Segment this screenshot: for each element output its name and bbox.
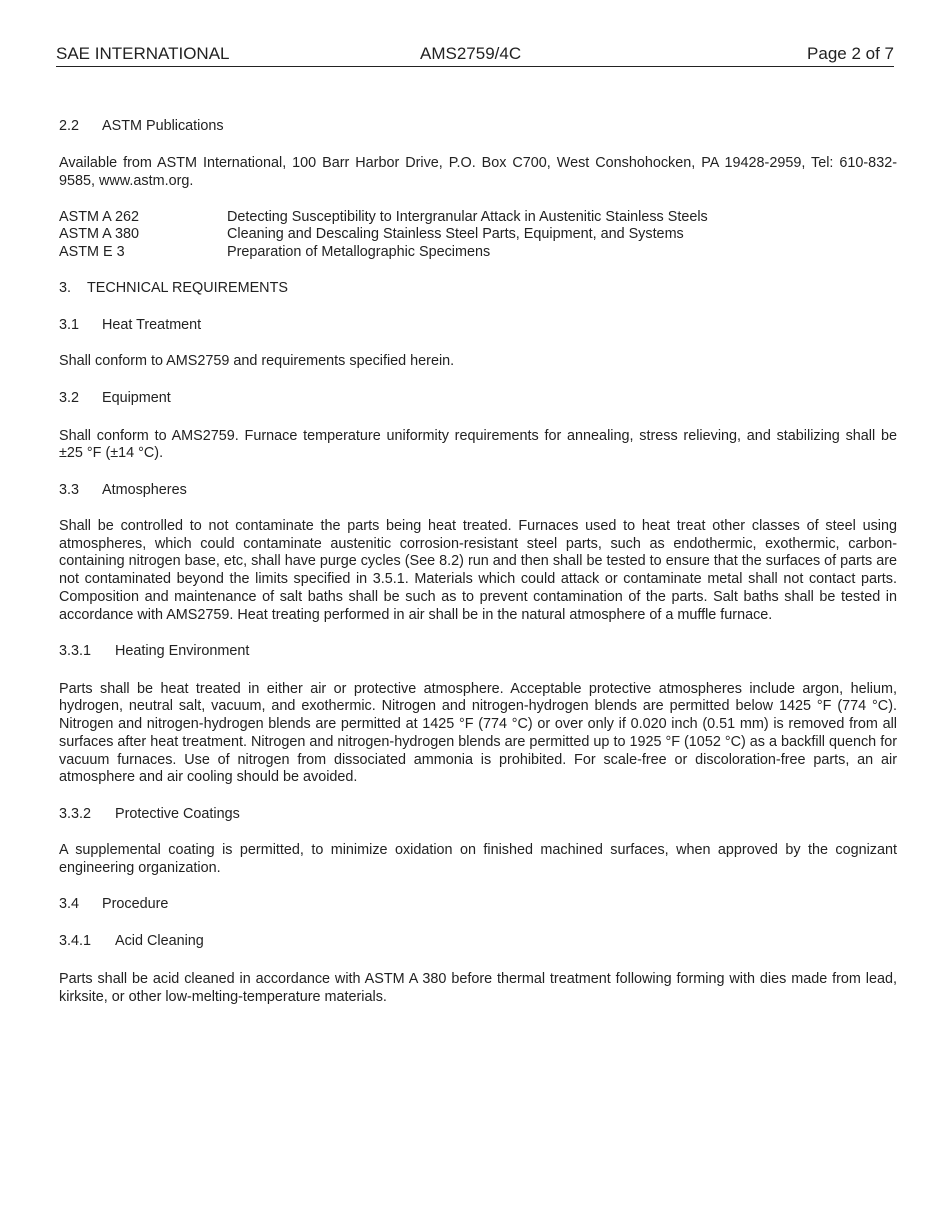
section-3-4-1-body: Parts shall be acid cleaned in accordance with ASTM A 380 before thermal treatment following forming with dies made from lead, kirksite, or other low-melting-temperature materials. <box>59 970 897 1005</box>
document-body <box>59 118 897 1006</box>
section-3-1-body: Shall conform to AMS2759 and requirements specified herein. <box>59 353 455 370</box>
section-heading-3-2 <box>59 390 897 408</box>
section-title: Protective Coatings <box>115 805 240 822</box>
reference-code: ASTM A 380 <box>59 226 139 243</box>
section-3-3-2-body: A supplemental coating is permitted, to minimize oxidation on finished machined surfaces, when approved by the cognizant engineering organization. <box>59 842 897 877</box>
section-3-3-1-body: Parts shall be heat treated in either air or protective atmosphere. Acceptable protective atmospheres include argon, helium, hydrogen, neutral salt, vacuum, and exothermic. Nitrogen and nitrogen-hydrogen blends are permitted below 1425 °F (774 °C). Nitrogen and nitrogen-hydrogen blends are permitted at 1425 °F (774 °C) or over only if 0.020 inch (0.51 mm) is removed from all surfaces after heat treatment. Nitrogen and nitrogen-hydrogen blends are permitted up to 1925 °F (1052 °C) as a backfill quench for vacuum furnaces. Use of nitrogen from dissociated ammonia is prohibited. For scale-free or discoloration-free parts, an air atmosphere and air cooling should be avoided. <box>59 680 897 786</box>
header-document-number: AMS2759/4C <box>420 44 522 63</box>
section-heading-3-4-1 <box>59 933 897 951</box>
section-number: 3.2 <box>59 389 80 406</box>
section-heading-2-2 <box>59 118 897 136</box>
reference-list <box>59 209 897 262</box>
page-header <box>56 44 894 67</box>
reference-row <box>59 226 897 244</box>
reference-code: ASTM E 3 <box>59 243 125 260</box>
section-title: Equipment <box>102 389 171 406</box>
reference-title: Cleaning and Descaling Stainless Steel Parts, Equipment, and Systems <box>227 226 684 243</box>
section-3-2-body: Shall conform to AMS2759. Furnace temperature uniformity requirements for annealing, stress relieving, and stabilizing shall be ±25 °F (±14 °C). <box>59 427 897 462</box>
section-title: Heating Environment <box>115 642 250 659</box>
section-2-2-body: Available from ASTM International, 100 Barr Harbor Drive, P.O. Box C700, West Conshohocken, PA 19428-2959, Tel: 610-832-9585, www.astm.org. <box>59 155 897 189</box>
section-number: 3.3.2 <box>59 805 92 822</box>
section-heading-3-3 <box>59 482 897 500</box>
reference-code: ASTM A 262 <box>59 208 139 225</box>
reference-row <box>59 244 897 262</box>
section-title: Heat Treatment <box>102 316 202 333</box>
header-page-number: Page 2 of 7 <box>807 44 894 63</box>
reference-row <box>59 209 897 227</box>
section-title: Atmospheres <box>102 481 187 498</box>
section-number: 3.3.1 <box>59 642 92 659</box>
section-heading-3-4 <box>59 896 897 914</box>
reference-title: Preparation of Metallographic Specimens <box>227 243 491 260</box>
reference-title: Detecting Susceptibility to Intergranular Attack in Austenitic Stainless Steels <box>227 208 708 225</box>
section-3-3-body: Shall be controlled to not contaminate the parts being heat treated. Furnaces used to heat treat other classes of steel using atmospheres, which could contaminate austenitic corrosion-resistant steel parts, such as endothermic, exothermic, carbon-containing nitrogen base, etc, shall have purge cycles (See 8.2) run and then shall be tested to ensure that the surfaces of parts are not contaminated beyond the limits specified in 3.5.1. Materials which could attack or contaminate metal shall not contact parts. Composition and maintenance of salt baths shall be such as to prevent contamination of the parts. Salt baths shall be tested in accordance with AMS2759. Heat treating performed in air shall be in the natural atmosphere of a muffle furnace. <box>59 518 897 623</box>
section-number: 3.4.1 <box>59 932 92 949</box>
section-heading-3-3-2 <box>59 806 897 824</box>
section-number: 3.1 <box>59 316 80 333</box>
section-heading-3 <box>59 280 897 298</box>
section-title: TECHNICAL REQUIREMENTS <box>87 279 288 296</box>
section-title: ASTM Publications <box>102 118 224 134</box>
section-number: 3.4 <box>59 896 80 913</box>
section-number: 2.2 <box>59 118 80 134</box>
section-number: 3. <box>59 279 72 296</box>
section-title: Procedure <box>102 896 169 913</box>
section-heading-3-3-1 <box>59 643 897 661</box>
header-organization: SAE INTERNATIONAL <box>56 44 230 63</box>
section-heading-3-1 <box>59 317 897 335</box>
section-number: 3.3 <box>59 481 80 498</box>
section-title: Acid Cleaning <box>115 932 204 949</box>
